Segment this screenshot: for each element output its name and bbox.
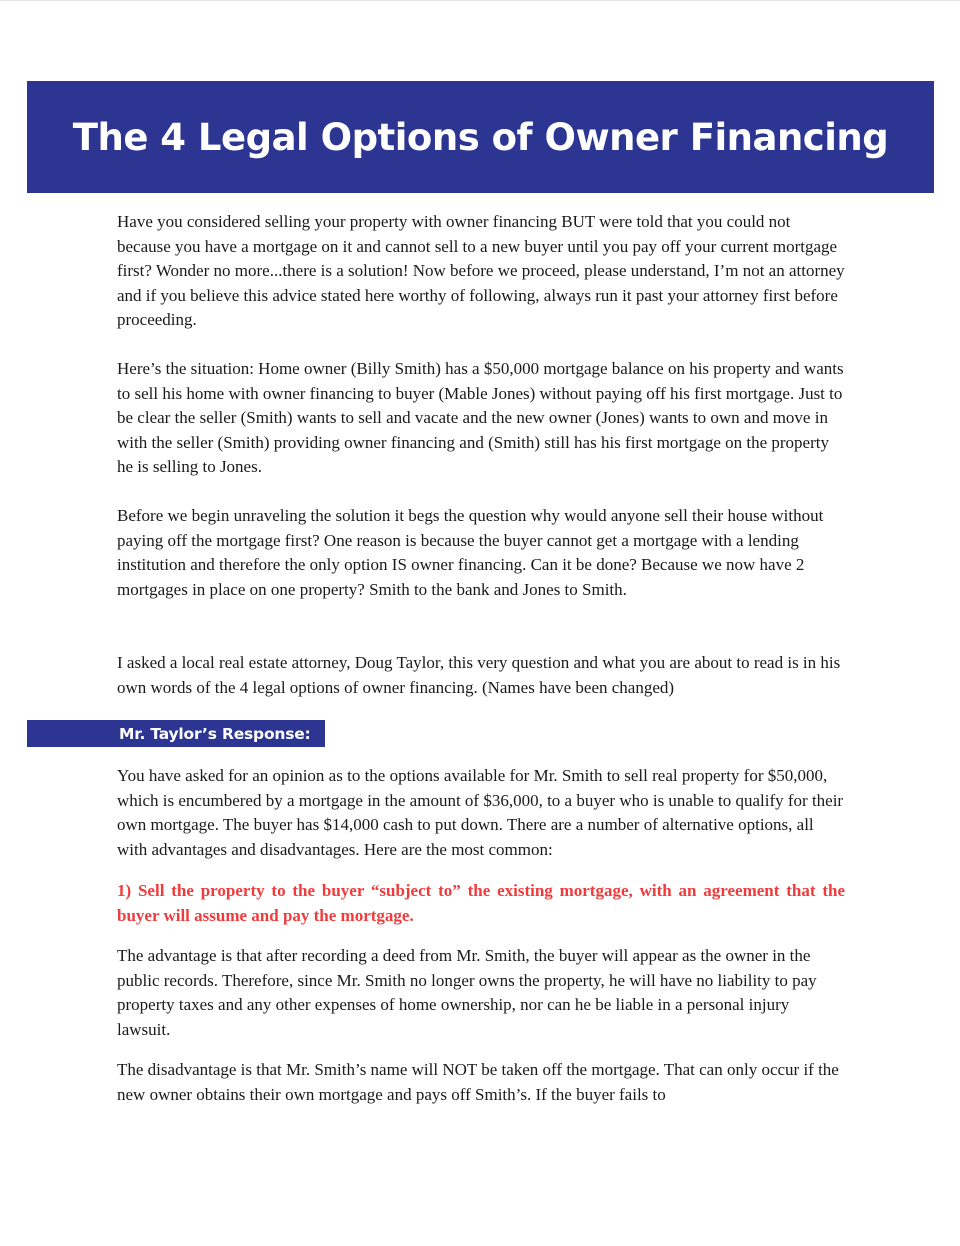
intro-paragraph-3 <box>117 504 845 602</box>
paragraph-text: Have you considered selling your property with owner financing BUT were told that you could not because you have a mortgage on it and cannot sell to a new buyer until you pay off your current mortgage first? Wonder no more...there is a solution! Now before we proceed, please understand, I’m not an attorney and if you believe this advice stated here worthy of following, always run it past your attorney first before proceeding. <box>117 212 845 330</box>
intro-paragraph-2 <box>117 357 845 480</box>
top-rule <box>0 0 960 1</box>
title-banner <box>27 81 934 193</box>
option-1-heading-block <box>117 879 845 928</box>
option-1-advantage <box>117 944 845 1042</box>
paragraph-text: The disadvantage is that Mr. Smith’s name will NOT be taken off the mortgage. That can only occur if the new owner obtains their own mortgage and pays off Smith’s. If the buyer fails to <box>117 1060 839 1104</box>
paragraph-text: I asked a local real estate attorney, Doug Taylor, this very question and what you are about to read is in his own words of the 4 legal options of owner financing. (Names have been changed) <box>117 653 841 697</box>
intro-paragraph-1 <box>117 210 845 333</box>
paragraph-text: Before we begin unraveling the solution it begs the question why would anyone sell their house without paying off the mortgage first? One reason is because the buyer cannot get a mortgage with a lending institution and therefore the only option IS owner financing. Can it be done? Because we now have 2 mortgages in place on one property? Smith to the bank and Jones to Smith. <box>117 506 824 599</box>
option-1-disadvantage <box>117 1058 845 1107</box>
option-1-heading: 1) Sell the property to the buyer “subject to” the existing mortgage, with an agreement that the buyer will assume and pay the mortgage. <box>117 881 845 925</box>
paragraph-text: You have asked for an opinion as to the options available for Mr. Smith to sell real property for $50,000, which is encumbered by a mortgage in the amount of $36,000, to a buyer who is unable to qualify for their own mortgage. The buyer has $14,000 cash to put down. There are a number of alternative options, all with advantages and disadvantages. Here are the most common: <box>117 766 844 859</box>
page-title: The 4 Legal Options of Owner Financing <box>72 115 889 159</box>
paragraph-text: Here’s the situation: Home owner (Billy Smith) has a $50,000 mortgage balance on his property and wants to sell his home with owner financing to buyer (Mable Jones) without paying off his first mortgage. Just to be clear the seller (Smith) wants to sell and vacate and the new owner (Jones) wants to own and move in with the seller (Smith) providing owner financing and (Smith) still has his first mortgage on the property he is selling to Jones. <box>117 359 844 477</box>
paragraph-text: The advantage is that after recording a deed from Mr. Smith, the buyer will appear as the owner in the public records. Therefore, since Mr. Smith no longer owns the property, he will have no liability to pay property taxes and any other expenses of home ownership, nor can he be liable in a personal injury lawsuit. <box>117 946 817 1039</box>
intro-paragraph-4 <box>117 651 845 700</box>
section-heading-bar <box>27 720 325 747</box>
response-intro <box>117 764 845 862</box>
section-heading: Mr. Taylor’s Response: <box>119 724 311 743</box>
